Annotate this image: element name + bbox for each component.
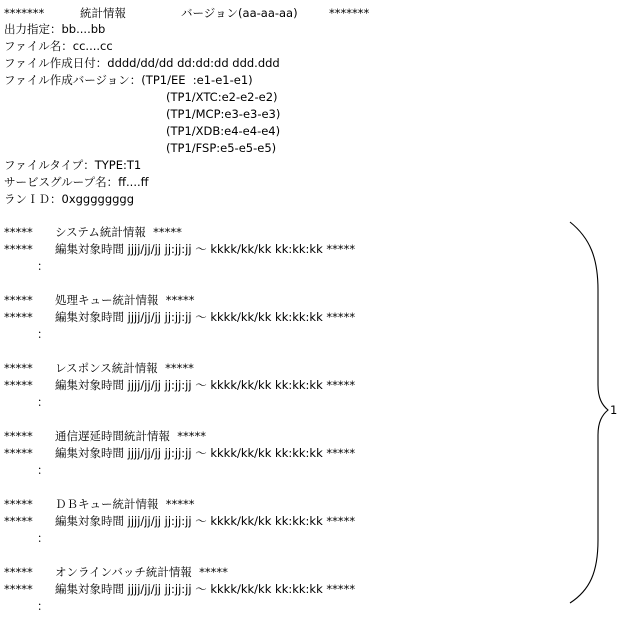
section-batch-period: 編集対象時間 jjjj/jj/jj jj:jj:jj ～ kkkk/kk/kk kk:kk:kk ***** — [55, 582, 356, 596]
field-file-type: ファイルタイプ：TYPE:T1 — [4, 158, 142, 172]
version-xtc: (TP1/XTC:e2-e2-e2) — [166, 90, 278, 104]
section-dbqueue-mark2: ***** — [4, 514, 33, 528]
field-file-date: ファイル作成日付：dddd/dd/dd dd:dd:dd ddd.ddd — [4, 56, 280, 70]
section-latency-title: 通信遅延時間統計情報 ***** — [55, 429, 207, 443]
section-latency-mark2: ***** — [4, 446, 33, 460]
section-dbqueue-continuation: ： — [37, 531, 49, 545]
section-queue-period: 編集対象時間 jjjj/jj/jj jj:jj:jj ～ kkkk/kk/kk kk:kk:kk ***** — [55, 310, 356, 324]
section-queue-mark: ***** — [4, 293, 33, 307]
section-system-continuation: ： — [37, 259, 49, 273]
section-queue-continuation: ： — [37, 327, 49, 341]
section-response-title: レスポンス統計情報 ***** — [55, 361, 194, 375]
version-xdb: (TP1/XDB:e4-e4-e4) — [166, 124, 281, 138]
section-system-title: システム統計情報 ***** — [55, 225, 182, 239]
brace-label: 1 — [610, 403, 618, 417]
header-version: バージョン(aa-aa-aa) — [181, 6, 298, 20]
section-queue-title: 処理キュー統計情報 ***** — [55, 293, 195, 307]
version-fsp: (TP1/FSP:e5-e5-e5) — [166, 141, 277, 155]
section-queue-mark2: ***** — [4, 310, 33, 324]
version-mcp: (TP1/MCP:e3-e3-e3) — [166, 107, 281, 121]
section-system-mark2: ***** — [4, 242, 33, 256]
header-stars-right: ******* — [329, 6, 370, 20]
field-file-name: ファイル名：cc....cc — [4, 39, 113, 53]
section-latency-period: 編集対象時間 jjjj/jj/jj jj:jj:jj ～ kkkk/kk/kk kk:kk:kk ***** — [55, 446, 356, 460]
section-latency-mark: ***** — [4, 429, 33, 443]
field-file-version: ファイル作成バージョン：(TP1/EE :e1-e1-e1) — [4, 73, 253, 87]
field-service-group: サービスグループ名：ff....ff — [4, 175, 149, 189]
section-batch-continuation: ： — [37, 599, 49, 613]
section-batch-mark2: ***** — [4, 582, 33, 596]
field-run-id: ランＩＤ：0xgggggggg — [4, 192, 135, 206]
section-system-period: 編集対象時間 jjjj/jj/jj jj:jj:jj ～ kkkk/kk/kk kk:kk:kk ***** — [55, 242, 356, 256]
header-stars-left: ******* — [4, 6, 45, 20]
section-dbqueue-period: 編集対象時間 jjjj/jj/jj jj:jj:jj ～ kkkk/kk/kk kk:kk:kk ***** — [55, 514, 356, 528]
section-response-mark2: ***** — [4, 378, 33, 392]
section-response-continuation: ： — [37, 395, 49, 409]
section-response-period: 編集対象時間 jjjj/jj/jj jj:jj:jj ～ kkkk/kk/kk kk:kk:kk ***** — [55, 378, 356, 392]
section-latency-continuation: ： — [37, 463, 49, 477]
section-response-mark: ***** — [4, 361, 33, 375]
section-system-mark: ***** — [4, 225, 33, 239]
section-dbqueue-mark: ***** — [4, 497, 33, 511]
section-batch-mark: ***** — [4, 565, 33, 579]
section-dbqueue-title: ＤＢキュー統計情報 ***** — [55, 497, 195, 511]
header-title: 統計情報 — [80, 6, 126, 20]
section-batch-title: オンラインバッチ統計情報 ***** — [55, 565, 228, 579]
field-output-spec: 出力指定：bb....bb — [4, 22, 106, 36]
